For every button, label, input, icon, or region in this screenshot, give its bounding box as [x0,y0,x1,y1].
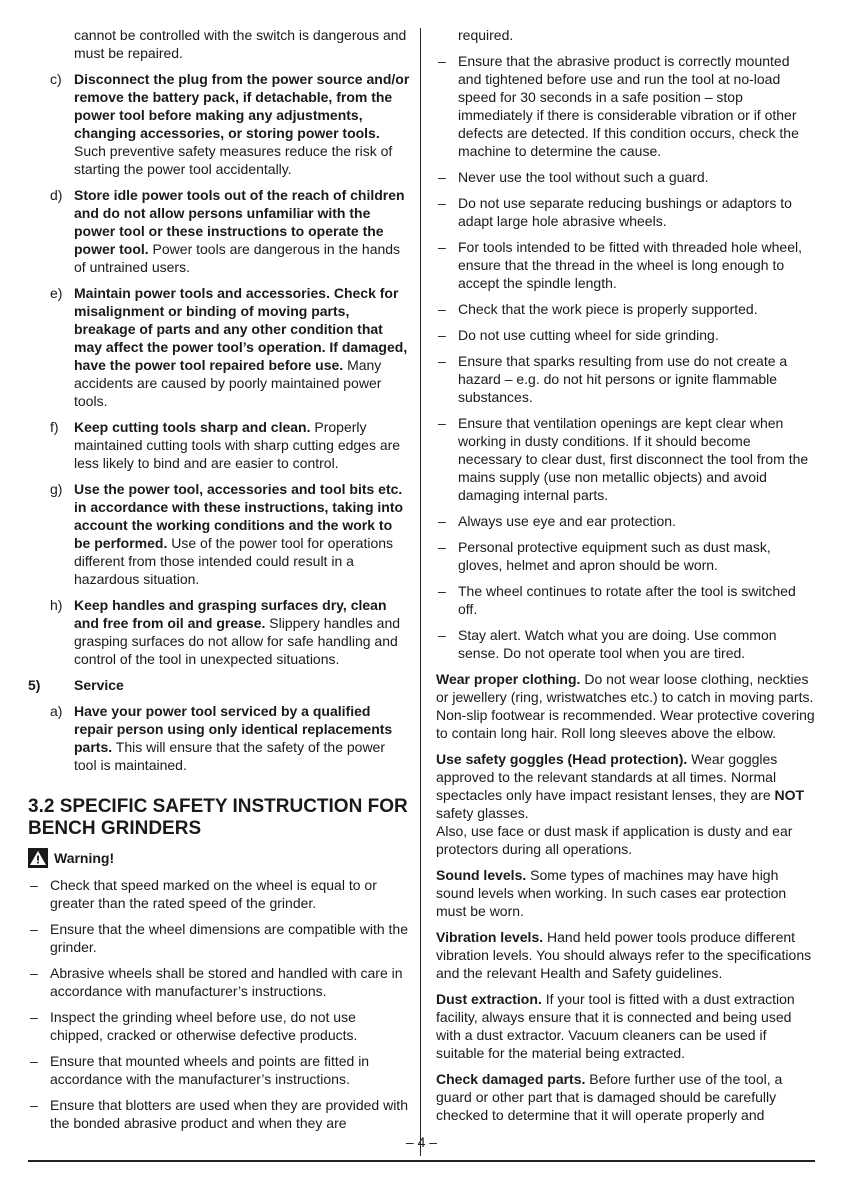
section-service: 5) Service [28,677,124,693]
paragraph-vibration: Vibration levels. Hand held power tools produce different vibration levels. You should always refer to the specifications and the relevant Health and Safety guidelines. [436,929,812,981]
bullet-item: – Check that speed marked on the wheel is equal to or greater than the rated speed of the grinder. [30,877,377,911]
left-column [28,26,410,1140]
list-item: d) Store idle power tools out of the reach of children and do not allow persons unfamiliar with the power tool or these instructions to operate the power tool. Power tools are dangerous in the hands of untrained users. [50,187,405,275]
list-item: h) Keep handles and grasping surfaces dry, clean and free from oil and grease. Slippery handles and grasping surfaces do not allow for safe handling and control of the tool in unexpected situations. [50,597,401,667]
bullet-item: – Ensure that blotters are used when they are provided with the bonded abrasive product and when they are [30,1097,408,1131]
bullet-item: – Do not use separate reducing bushings or adaptors to adapt large hole abrasive wheels. [438,195,792,229]
bullet-item: – Check that the work piece is properly supported. [438,301,758,317]
bullet-item: – Ensure that mounted wheels and points are fitted in accordance with the manufacturer’s instructions. [30,1053,370,1087]
bullet-item: – Ensure that ventilation openings are kept clear when working in dusty conditions. If it should become necessary to clear dust, first disconnect the tool from the mains supply (use non metallic objects) and avoid damaging internal parts. [438,415,809,503]
page-number: – 4 – [405,1134,438,1150]
paragraph-goggles-extra: Also, use face or dust mask if application is dusty and ear protectors during all operations. [436,823,793,857]
continued-text: cannot be controlled with the switch is dangerous and must be repaired. [74,27,407,61]
list-item: g) Use the power tool, accessories and tool bits etc. in accordance with these instructions, taking into account the working conditions and the work to be performed. Use of the power tool for operations different from those intended could result in a hazardous situation. [50,481,404,587]
bullet-item: – Stay alert. Watch what you are doing. Use common sense. Do not operate tool when you are tired. [438,627,777,661]
paragraph-goggles: Use safety goggles (Head protection). Wear goggles approved to the relevant standards at all times. Normal spectacles only have impact resistant lenses, they are NOT safety glasses. [436,751,805,821]
footer-rule [28,1160,815,1162]
bullet-item: – Personal protective equipment such as dust mask, gloves, helmet and apron should be worn. [438,539,771,573]
bullet-item: – Ensure that the wheel dimensions are compatible with the grinder. [30,921,408,955]
bullet-item: – Always use eye and ear protection. [438,513,676,529]
warning-label: Warning! [54,850,115,866]
list-item: f) Keep cutting tools sharp and clean. Properly maintained cutting tools with sharp cutting edges are less likely to bind and are easier to control. [50,419,401,471]
list-item: c) Disconnect the plug from the power source and/or remove the battery pack, if detachable, from the power tool before making any adjustments, changing accessories, or storing power tools. Such preventive safety measures reduce the risk of starting the power tool accidentally. [50,71,410,177]
bullet-item: – Inspect the grinding wheel before use, do not use chipped, cracked or otherwise defective products. [30,1009,358,1043]
paragraph-sound: Sound levels. Some types of machines may have high sound levels when working. In such cases ear protection must be worn. [436,867,787,919]
bullet-item: – Never use the tool without such a guard. [438,169,709,185]
bullet-item: – Do not use cutting wheel for side grinding. [438,327,719,343]
bullet-item: – Ensure that the abrasive product is correctly mounted and tightened before use and run the tool at no-load speed for 30 seconds in a safe position – stop immediately if there is considerable vibration or if other defects are detected. If this condition occurs, check the machine to determine the cause. [438,53,799,159]
bullet-item: – Ensure that sparks resulting from use do not create a hazard – e.g. do not hit persons or ignite flammable substances. [438,353,788,405]
column-divider [420,28,421,1156]
continued-text: required. [458,27,514,43]
list-item: a) Have your power tool serviced by a qualified repair person using only identical replacements parts. This will ensure that the safety of the power tool is maintained. [50,703,393,773]
section-heading: 3.2 SPECIFIC SAFETY INSTRUCTION FOR BENCH GRINDERS [28,796,408,839]
list-item: e) Maintain power tools and accessories. Check for misalignment or binding of moving parts, breakage of parts and any other condition that may affect the power tool’s operation. If damaged, have the power tool repaired before use. Many accidents are caused by poorly maintained power tools. [50,285,408,409]
right-column [436,26,816,1132]
warning-triangle-icon [28,848,48,868]
warning-heading [28,848,410,868]
paragraph-damaged: Check damaged parts. Before further use of the tool, a guard or other part that is damaged should be carefully checked to determine that it will operate properly and [436,1071,783,1123]
paragraph-dust: Dust extraction. If your tool is fitted with a dust extraction facility, always ensure that it is connected and being used with a dust extractor. Vacuum cleaners can be used if suitable for the material being extracted. [436,991,795,1061]
bullet-item: – For tools intended to be fitted with threaded hole wheel, ensure that the thread in the wheel is long enough to accept the spindle length. [438,239,802,291]
bullet-item: – Abrasive wheels shall be stored and handled with care in accordance with manufacturer’s instructions. [30,965,403,999]
bullet-item: – The wheel continues to rotate after the tool is switched off. [438,583,796,617]
paragraph-clothing: Wear proper clothing. Do not wear loose clothing, neckties or jewellery (ring, wristwatches etc.) to catch in moving parts. Non-slip footwear is recommended. Wear protective covering to contain long hair. Roll long sleeves above the elbow. [436,671,815,741]
